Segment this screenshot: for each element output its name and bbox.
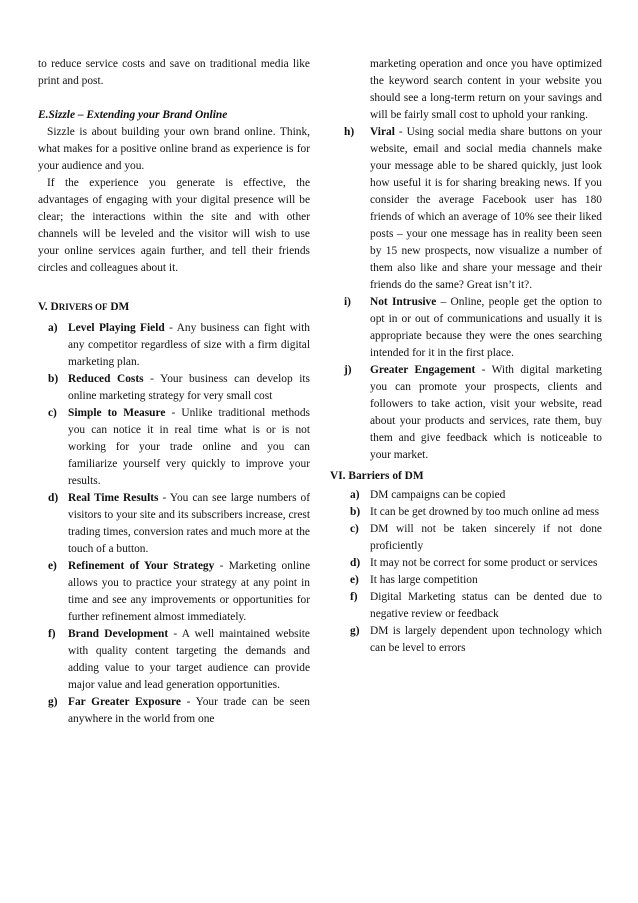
list-item: g) DM is largely dependent upon technology which can be level to errors [350, 625, 602, 654]
list-item: b) It can be get drowned by too much online ad mess [350, 506, 600, 518]
section-v-number: V. [38, 301, 48, 313]
barriers-list [330, 487, 602, 657]
list-item: b) Reduced Costs - Your business can develop its online marketing strategy for very small cost [48, 373, 310, 402]
section-e-paragraph-2: If the experience you generate is effective, the advantages of engaging with your digital presence will be clear; the interactions within the site and with other channels will be leveled and the visitor will wish to use your online services again further, and tell their friends circles and colleagues about it. [38, 177, 310, 274]
right-column [330, 56, 602, 657]
list-item: e) It has large competition [350, 574, 478, 586]
list-item: a) DM campaigns can be copied [350, 489, 506, 501]
section-e-paragraph-1: Sizzle is about building your own brand online. Think, what makes for a positive online brand as experience is for your audience and you. [38, 126, 310, 172]
section-v-heading [38, 299, 310, 316]
drivers-list-continued [330, 124, 602, 464]
list-item: j) Greater Engagement - With digital marketing you can promote your prospects, clients and followers to take action, visit your website, read about your products and services, rate them, buy them and give feedback which is noticeable to your market. [344, 364, 602, 461]
list-item: h) Viral - Using social media share buttons on your website, email and social media channels make your message able to be shared quickly, just look how useful it is for sharing breaking news. If you consider the average Facebook user has 180 friends of which an average of 10% see their liked posts – your one message has in reality been seen by 15 new prospects, now visualize a number of them also like and share your message and their friends do the same? Great isn’t it?. [344, 126, 602, 291]
list-item: c) Simple to Measure - Unlike traditional methods you can notice it in real time what is or is not working for your trade online and you can familiarize yourself very quickly to improve your results. [48, 407, 310, 487]
continued-paragraph: marketing operation and once you have optimized the keyword search content in your website you should see a long-term return on your savings and will be fairly small cost to uphold your ranking. [370, 58, 602, 121]
section-vi-heading: VI. Barriers of DM [330, 470, 424, 482]
intro-paragraph: to reduce service costs and save on traditional media like print and post. [38, 58, 310, 87]
list-item: f) Digital Marketing status can be dented due to negative review or feedback [350, 591, 602, 620]
list-item: d) Real Time Results - You can see large numbers of visitors to your site and its subscribers increase, crest trading times, conversion rates and much more at the touch of a button. [48, 492, 311, 555]
list-item: i) Not Intrusive – Online, people get the option to opt in or out of communications and usually it is appropriate because they were the ones searching intended for it in the first place. [344, 296, 602, 359]
section-v-title-end: DM [110, 301, 130, 313]
list-item: g) Far Greater Exposure - Your trade can be seen anywhere in the world from one [48, 696, 310, 725]
list-item: c) DM will not be taken sincerely if not done proficiently [350, 523, 602, 552]
section-v-title-smallcaps: RIVERS OF [58, 302, 108, 312]
list-item: d) It may not be correct for some product or services [350, 557, 598, 569]
list-item: a) Level Playing Field - Any business can fight with any competitor regardless of size with a firm digital marketing plan. [48, 322, 310, 368]
section-e-heading: E.Sizzle – Extending your Brand Online [38, 109, 228, 121]
drivers-list [38, 320, 310, 728]
list-item: f) Brand Development - A well maintained website with quality content targeting the demands and adding value to your target audience can provide major value and lead generation opportunities. [48, 628, 310, 691]
section-v-title-initial: D [50, 301, 59, 313]
list-item: e) Refinement of Your Strategy - Marketing online allows you to practice your strategy at any point in time and see any improvements or opportunities for further refinement almost immediately. [48, 560, 310, 623]
left-column [38, 56, 310, 728]
